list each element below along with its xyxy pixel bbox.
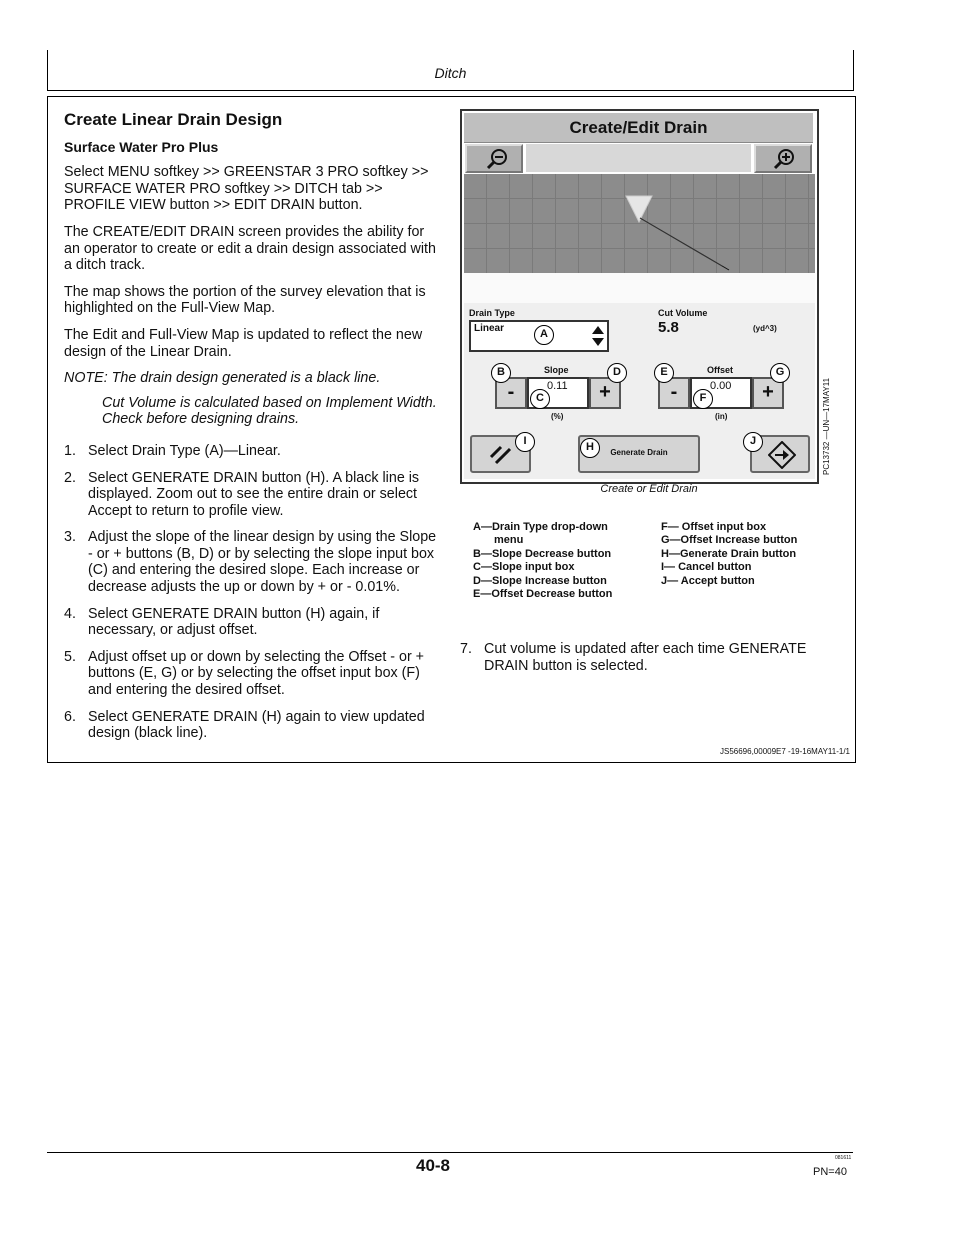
paragraph: The map shows the portion of the survey elevation that is highlighted on the Full-View Map. [64, 283, 426, 317]
cancel-icon [488, 443, 516, 467]
callout-j: J [743, 432, 763, 452]
step-number: 6. [64, 708, 76, 725]
page-number: 40-8 [415, 1156, 451, 1175]
cut-volume-label: Cut Volume [658, 308, 708, 318]
drain-type-label: Drain Type [469, 308, 515, 318]
callout-b: B [491, 363, 511, 383]
profile-map[interactable] [464, 174, 815, 273]
callout-i: I [515, 432, 535, 452]
dropdown-arrows-icon [591, 325, 605, 347]
step-text: Adjust the slope of the linear design by using the Slope - or + buttons (B, D) or by selecting the slope input box (C) and entering the desired slope. Each increase or decrease adjusts the up or down by + or - 0.01%. [88, 529, 437, 596]
legend-item: C—Slope input box [473, 561, 575, 574]
generate-drain-label: Generate Drain [610, 448, 668, 457]
screen-title: Create/Edit Drain [569, 118, 708, 137]
legend-item: I— Cancel button [661, 561, 752, 574]
create-edit-drain-screenshot [460, 109, 819, 484]
step-item [64, 443, 442, 460]
figure-legend-left [473, 521, 651, 601]
paragraph: Select MENU softkey >> GREENSTAR 3 PRO softkey >> SURFACE WATER PRO softkey >> DITCH tab >> PROFILE VIEW button >> EDIT DRAIN button. [64, 164, 429, 214]
step-item [64, 529, 442, 595]
footer-rule [47, 1152, 853, 1153]
callout-f: F [693, 389, 713, 409]
legend-item: F— Offset input box [661, 521, 767, 533]
slope-increase-button[interactable]: + [589, 377, 621, 409]
step-number: 4. [64, 605, 76, 622]
step-number: 2. [64, 469, 76, 486]
offset-label: Offset [707, 365, 734, 375]
zoom-in-icon [756, 146, 810, 171]
cut-volume-unit: (yd^3) [753, 324, 777, 333]
step-number: 7. [460, 641, 472, 657]
step-text: Select GENERATE DRAIN (H) again to view updated design (black line). [88, 708, 425, 742]
figure-code: PC13732 —UN—17MAY11 [822, 377, 831, 475]
offset-unit: (in) [715, 412, 728, 421]
print-code: 081611 [835, 1155, 852, 1161]
slope-value: 0.11 [547, 380, 568, 392]
callout-h: H [580, 438, 600, 458]
note: NOTE: The drain design generated is a black line. [64, 370, 381, 387]
step-text: Cut volume is updated after each time GENERATE DRAIN button is selected. [484, 641, 807, 674]
map-status-band [464, 273, 815, 303]
step-text: Select GENERATE DRAIN button (H) again, if necessary, or adjust offset. [88, 605, 380, 639]
position-marker-icon [626, 196, 652, 222]
subheading: Surface Water Pro Plus [64, 138, 219, 155]
document-id: JS56696,00009E7 -19-16MAY11-1/1 [719, 747, 850, 756]
legend-item: D—Slope Increase button [473, 574, 607, 587]
paragraph: The Edit and Full-View Map is updated to reflect the new design of the Linear Drain. [64, 326, 423, 360]
callout-d: D [607, 363, 627, 383]
step-text: Select Drain Type (A)—Linear. [88, 442, 281, 459]
figure-caption: Create or Edit Drain [600, 483, 698, 495]
accept-icon [768, 441, 796, 469]
step-item [460, 641, 840, 674]
callout-c: C [530, 389, 550, 409]
callout-a: A [534, 325, 554, 345]
instructions-column [64, 112, 442, 752]
steps-list [64, 443, 442, 742]
cut-volume-value: 5.8 [658, 319, 679, 336]
step-text: Adjust offset up or down by selecting the Offset - or + buttons (E, G) or by selecting the offset input box (F) and entering the desired offset. [88, 648, 425, 699]
screen-title-bar [464, 113, 813, 143]
callout-g: G [770, 363, 790, 383]
zoom-out-icon [467, 146, 521, 171]
slope-unit: (%) [551, 412, 564, 421]
zoom-out-button[interactable] [465, 144, 523, 173]
offset-decrease-button[interactable]: - [658, 377, 690, 409]
legend-item: E—Offset Decrease button [473, 588, 613, 601]
legend-item: H—Generate Drain button [661, 547, 797, 560]
step-text: Select GENERATE DRAIN button (H). A black line is displayed. Zoom out to see the entire drain or select Accept to return to profile view. [88, 469, 420, 519]
step-item [64, 709, 442, 742]
step-number: 3. [64, 529, 76, 546]
offset-increase-button[interactable]: + [752, 377, 784, 409]
step-item [64, 470, 442, 520]
legend-item: B—Slope Decrease button [473, 547, 612, 560]
step-number: 5. [64, 648, 76, 665]
legend-item: A—Drain Type drop-down menu [473, 521, 608, 547]
running-header [47, 50, 854, 91]
legend-item: J— Accept button [661, 574, 755, 587]
slope-label: Slope [544, 365, 569, 375]
drain-type-value: Linear [474, 323, 505, 334]
callout-e: E [654, 363, 674, 383]
paragraph: The CREATE/EDIT DRAIN screen provides the ability for an operator to create or edit a drain design associated with a ditch track. [64, 223, 436, 274]
drain-profile-lines [464, 174, 815, 273]
drain-controls-panel [464, 303, 815, 479]
zoom-in-button[interactable] [754, 144, 812, 173]
step-number: 1. [64, 442, 76, 459]
step-item [64, 606, 442, 639]
zoom-level-bar [526, 144, 751, 172]
legend-item: G—Offset Increase button [661, 534, 798, 547]
offset-value: 0.00 [710, 380, 732, 392]
figure-legend-right [661, 521, 831, 588]
pn-number: PN=40 [813, 1166, 847, 1178]
page-heading: Create Linear Drain Design [64, 110, 283, 129]
section-title: Ditch [434, 65, 467, 81]
slope-decrease-button[interactable]: - [495, 377, 527, 409]
step-item [64, 649, 442, 699]
note-detail: Cut Volume is calculated based on Implement Width. Check before designing drains. [102, 394, 437, 428]
